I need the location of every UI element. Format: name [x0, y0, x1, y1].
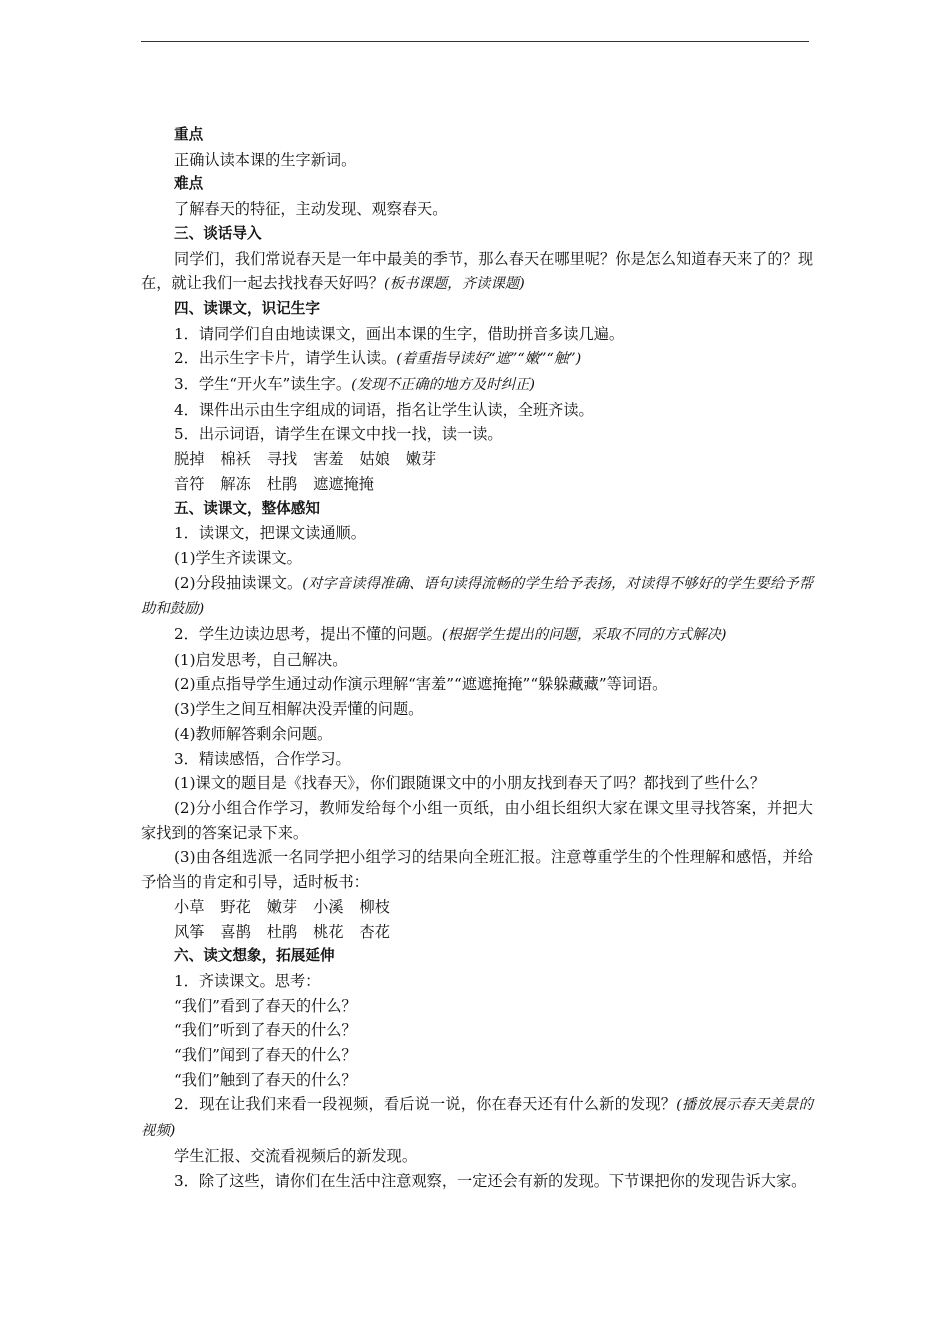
section-3-paragraph	[141, 247, 813, 297]
board-row-2	[141, 920, 813, 945]
section-5-item-3: 3．精读感悟，合作学习。	[174, 749, 351, 768]
section-6-item-2-note: (播放展示春天美景的视频)	[141, 1097, 813, 1140]
section-5-item-1b-text: (2)分段抽读课文。	[174, 573, 303, 592]
vocab-word: 嫩芽	[405, 450, 437, 469]
vocab-word: 音符	[174, 474, 205, 493]
board-word: 喜鹊	[220, 922, 251, 941]
board-word: 风筝	[174, 922, 205, 941]
vocab-word: 害羞	[313, 450, 344, 469]
section-6-heading: 六、读文想象，拓展延伸	[174, 947, 335, 965]
section-5-item-2	[141, 622, 813, 648]
section-3-heading: 三、谈话导入	[174, 224, 262, 242]
section-5-heading: 五、读课文，整体感知	[174, 499, 320, 517]
section-5-item-3a: (1)课文的题目是《找春天》，你们跟随课文中的小朋友找到春天了吗？都找到了些什么？	[174, 774, 766, 793]
vocab-word: 杜鹃	[266, 474, 298, 493]
difficulty-heading: 难点	[174, 175, 204, 193]
section-4-item-3-text: 3．学生“开火车”读生字。	[174, 375, 352, 394]
section-6-question-3: “我们”闻到了春天的什么？	[174, 1046, 357, 1065]
section-3-note: (板书课题，齐读课题)	[384, 276, 525, 293]
vocab-word: 解冻	[220, 474, 251, 493]
board-word: 杜鹃	[266, 922, 298, 941]
board-row-1	[141, 895, 813, 920]
board-word: 小溪	[313, 897, 344, 916]
section-6-question-1: “我们”看到了春天的什么？	[174, 996, 357, 1015]
section-6-item-2	[141, 1092, 813, 1143]
vocab-row-2	[141, 472, 813, 497]
section-4-item-3	[141, 372, 813, 398]
header-rule	[141, 41, 809, 42]
section-5-item-1b-note: (对字音读得准确、语句读得流畅的学生给予表扬，对读得不够好的学生要给予帮助和鼓励)	[141, 575, 814, 618]
section-6-item-2-text: 2．现在让我们来看一段视频，看后说一说，你在春天还有什么新的发现？	[174, 1095, 677, 1114]
section-5-item-2-note: (根据学生提出的问题，采取不同的方式解决)	[441, 627, 727, 644]
section-4-item-2	[141, 346, 813, 372]
board-word: 桃花	[313, 922, 344, 941]
difficulty-text: 了解春天的特征，主动发现、观察春天。	[174, 200, 448, 219]
section-5-item-1a: (1)学生齐读课文。	[174, 548, 302, 567]
vocab-word: 寻找	[266, 450, 298, 469]
section-6-question-4: “我们”触到了春天的什么？	[174, 1070, 357, 1089]
section-6-item-1: 1．齐读课文。思考：	[174, 971, 321, 990]
section-4-item-2-text: 2．出示生字卡片，请学生认读。	[174, 349, 397, 368]
section-5-item-3c: (3)由各组选派一名同学把小组学习的结果向全班汇报。注意尊重学生的个性理解和感悟，并给予恰当的肯定和引导，适时板书：	[141, 848, 813, 892]
section-5-item-3b: (2)分小组合作学习，教师发给每个小组一页纸，由小组长组织大家在课文里寻找答案，并把大家找到的答案记录下来。	[141, 798, 813, 842]
vocab-word: 脱掉	[174, 450, 205, 469]
vocab-row-1	[141, 447, 813, 472]
section-4-item-3-note: (发现不正确的地方及时纠正)	[351, 377, 535, 394]
section-4-item-2-note: (着重指导读好“遮”“嫩”“触”)	[396, 351, 582, 368]
section-6-item-3: 3．除了这些，请你们在生活中注意观察，一定还会有新的发现。下节课把你的发现告诉大家。	[174, 1171, 807, 1190]
section-3-text: 同学们，我们常说春天是一年中最美的季节，那么春天在哪里呢？你是怎么知道春天来了的？现在，就让我们一起去找找春天好吗？	[141, 249, 813, 293]
section-4-item-4: 4．课件出示由生字组成的词语，指名让学生认读，全班齐读。	[174, 400, 594, 419]
board-word: 嫩芽	[266, 897, 298, 916]
document-body	[141, 123, 813, 1193]
section-4-heading: 四、读课文，识记生字	[174, 299, 320, 317]
key-point-heading: 重点	[174, 126, 204, 143]
section-5-item-2d: (4)教师解答剩余问题。	[174, 724, 333, 743]
section-5-item-1b	[141, 571, 813, 622]
section-5-item-1: 1．读课文，把课文读通顺。	[174, 524, 366, 543]
board-word: 柳枝	[359, 897, 390, 916]
vocab-word: 遮遮掩掩	[313, 474, 374, 493]
section-5-item-2b: (2)重点指导学生通过动作演示理解“害羞”“遮遮掩掩”“躲躲藏藏”等词语。	[174, 675, 668, 694]
key-point-text: 正确认读本课的生字新词。	[174, 150, 357, 169]
board-word: 小草	[174, 897, 205, 916]
section-6-item-2a: 学生汇报、交流看视频后的新发现。	[174, 1146, 417, 1165]
vocab-word: 棉袄	[220, 450, 251, 469]
section-4-item-5: 5．出示词语，请学生在课文中找一找，读一读。	[174, 425, 503, 444]
board-word: 杏花	[359, 922, 390, 941]
section-6-question-2: “我们”听到了春天的什么？	[174, 1021, 357, 1040]
section-5-item-2c: (3)学生之间互相解决没弄懂的问题。	[174, 700, 424, 719]
vocab-word: 姑娘	[359, 450, 390, 469]
section-5-item-2-text: 2．学生边读边思考，提出不懂的问题。	[174, 625, 442, 644]
board-word: 野花	[220, 897, 251, 916]
section-4-item-1: 1．请同学们自由地读课文，画出本课的生字，借助拼音多读几遍。	[174, 324, 625, 343]
section-5-item-2a: (1)启发思考，自己解决。	[174, 650, 348, 669]
